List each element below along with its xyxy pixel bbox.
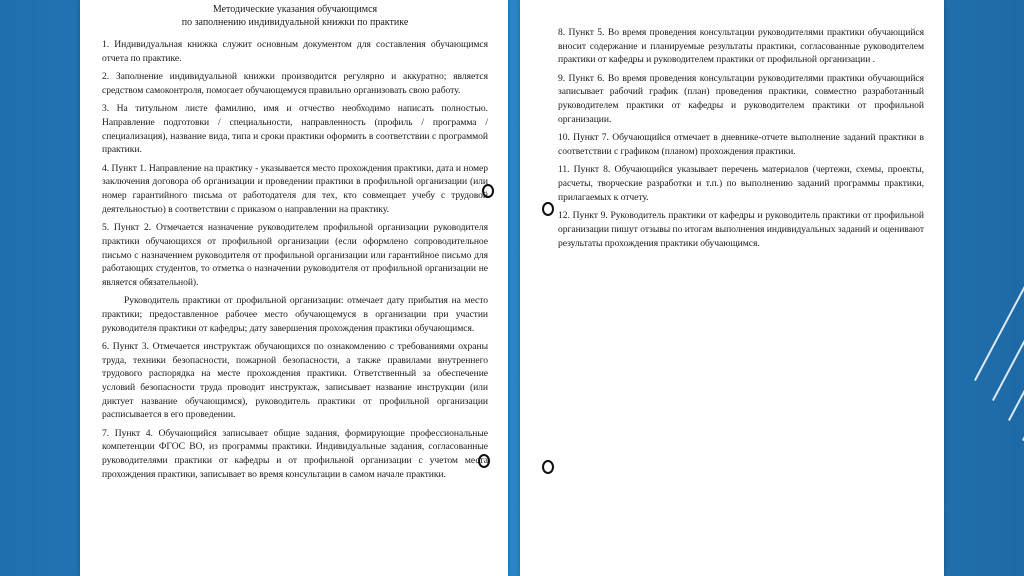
paragraph-2: 2. Заполнение индивидуальной книжки производится регулярно и аккуратно; является средством самоконтроля, помогает обучающемуся правильно организовать свою работу. <box>102 71 488 96</box>
paragraph-supervisor: Руководитель практики от профильной организации: отмечает дату прибытия на место практики; предоставленное рабочее место обучающемуся в организации при участии руководителя практики от кафедры; дату завершения прохождения практики обучающимся. <box>102 295 488 334</box>
paragraph-11: 11. Пункт 8. Обучающийся указывает перечень материалов (чертежи, схемы, проекты, расчеты, творческие разработки и т.п.) по выполнению заданий программы практики, прилагаемых к отчету. <box>558 164 924 203</box>
paragraph-9: 9. Пункт 6. Во время проведения консультации руководителями практики обучающийся записывает рабочий график (план) проведения практики, совместно разработанный руководителем практики от кафедры и руководителем практики от профильной организации. <box>558 72 924 125</box>
paragraph-6: 6. Пункт 3. Отмечается инструктаж обучающихся по ознакомлению с требованиями охраны труда, техники безопасности, пожарной безопасности, а также правилами внутреннего трудового распорядка на месте прохождения практики. Ответственный за обеспечение условий безопасности труда проводит инструктаж, записывает название инструкции (или диктует название обучающимся), руководитель практики от профильной организации расписывается в его проведении. <box>102 341 488 421</box>
title-line-2: по заполнению индивидуальной книжки по практике <box>181 16 409 28</box>
paragraph-5: 5. Пункт 2. Отмечается назначение руководителем профильной организации руководителя практики обучающихся от профильной организации (если оформлено сопроводительное письмо с назначением руководителя от профильной организации или гарантийное письмо для работающих студентов, то отметка о назначении руководителя от профильной организации не является обязательной). <box>102 222 488 288</box>
paragraph-1: 1. Индивидуальная книжка служит основным документом для составления обучающимся отчета по практике. <box>102 39 488 64</box>
slide-decoration-lines <box>934 0 1024 576</box>
paragraph-3: 3. На титульном листе фамилию, имя и отчество необходимо написать полностью. Направление подготовки / специальности, направленность (профиль / программа / специализация), название вида, типа и сроки практики оформить в соответствии с программой практики. <box>102 103 488 156</box>
paragraph-12: 12. Пункт 9. Руководитель практики от кафедры и руководитель практики от профильной организации пишут отзывы по итогам выполнения индивидуальных заданий и оценивают результаты прохождения практики обучающимся. <box>558 210 924 249</box>
hole-punch-mark <box>482 184 494 198</box>
paragraph-10: 10. Пункт 7. Обучающийся отмечает в дневнике-отчете выполнение заданий практики в соответствии с графиком (планом) прохождения практики. <box>558 132 924 157</box>
document-page-right <box>520 0 944 576</box>
document-title <box>102 4 488 29</box>
paragraph-4: 4. Пункт 1. Направление на практику - указывается место прохождения практики, дата и номер заключения договора об организации и проведении практики в профильной организации (или номер гарантийного письма от работодателя для тех, кто совмещает учебу с трудовой деятельностью) в соответствии с приказом о направлении на практику. <box>102 162 488 215</box>
hole-punch-mark <box>478 454 490 468</box>
hole-punch-mark <box>542 460 554 474</box>
hole-punch-mark <box>542 202 554 216</box>
paragraph-8: 8. Пункт 5. Во время проведения консультации руководителями практики обучающийся вносит содержание и планируемые результаты практики, согласованные руководителем практики от кафедры и руководителем практики от профильной организации . <box>558 27 924 66</box>
paragraph-7: 7. Пункт 4. Обучающийся записывает общие задания, формирующие профессиональные компетенции ФГОС ВО, из программы практики. Индивидуальные задания, согласованные руководителями практики от кафедры и от профильной организации с учетом места прохождения практики, записывает во время консультации в самом начале практики. <box>102 427 488 480</box>
title-line-1: Методические указания обучающимся <box>212 4 378 15</box>
document-page-left <box>80 0 508 576</box>
